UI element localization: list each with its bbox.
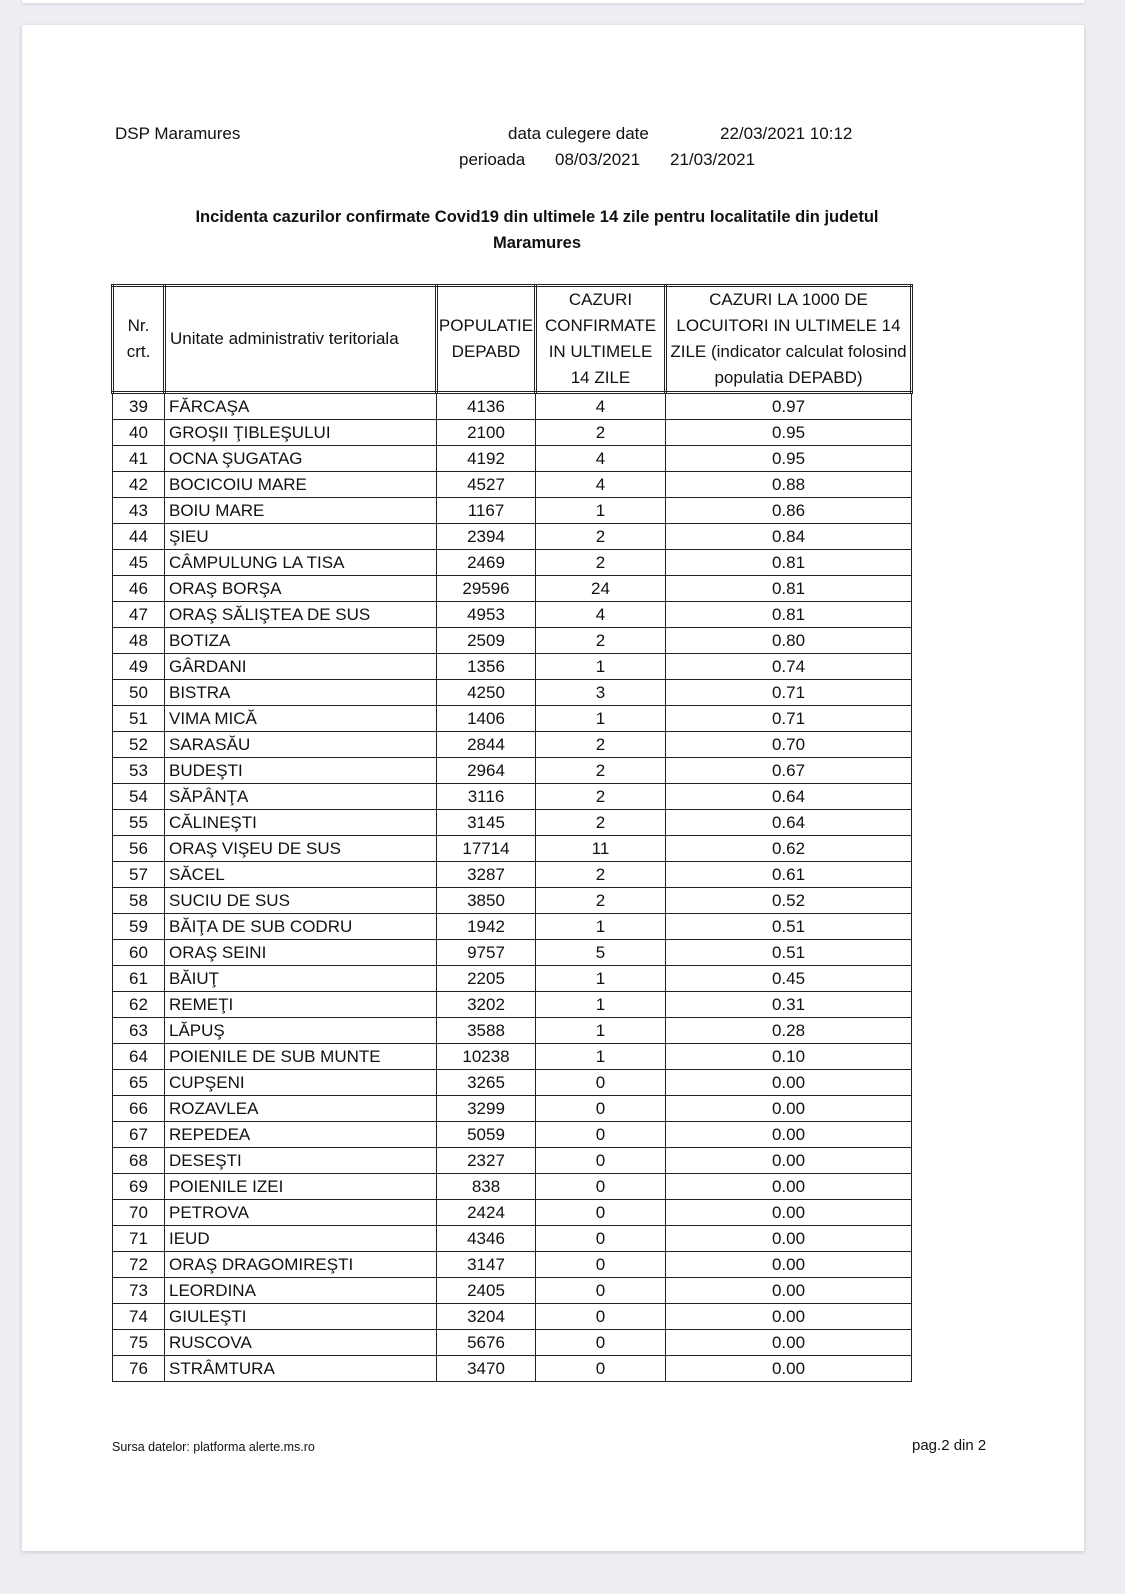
row-number: 56 <box>113 836 165 862</box>
population: 2205 <box>437 966 536 992</box>
population: 4136 <box>437 393 536 420</box>
confirmed-cases: 4 <box>536 393 666 420</box>
unit-name: BOIU MARE <box>165 498 437 524</box>
unit-name: OCNA ŞUGATAG <box>165 446 437 472</box>
table-row <box>113 680 912 706</box>
population: 2469 <box>437 550 536 576</box>
confirmed-cases: 1 <box>536 498 666 524</box>
rate-per-1000: 0.70 <box>666 732 912 758</box>
confirmed-cases: 3 <box>536 680 666 706</box>
population: 3588 <box>437 1018 536 1044</box>
rate-per-1000: 0.00 <box>666 1252 912 1278</box>
population: 2405 <box>437 1278 536 1304</box>
confirmed-cases: 4 <box>536 602 666 628</box>
row-number: 54 <box>113 784 165 810</box>
unit-name: BĂIUŢ <box>165 966 437 992</box>
confirmed-cases: 2 <box>536 550 666 576</box>
rate-per-1000: 0.67 <box>666 758 912 784</box>
row-number: 50 <box>113 680 165 706</box>
population: 3265 <box>437 1070 536 1096</box>
confirmed-cases: 0 <box>536 1148 666 1174</box>
table-row <box>113 628 912 654</box>
rate-per-1000: 0.95 <box>666 446 912 472</box>
table-row <box>113 810 912 836</box>
confirmed-cases: 2 <box>536 758 666 784</box>
population: 838 <box>437 1174 536 1200</box>
rate-per-1000: 0.95 <box>666 420 912 446</box>
population: 3204 <box>437 1304 536 1330</box>
row-number: 53 <box>113 758 165 784</box>
rate-per-1000: 0.64 <box>666 810 912 836</box>
table-row <box>113 446 912 472</box>
confirmed-cases: 2 <box>536 888 666 914</box>
unit-name: BUDEŞTI <box>165 758 437 784</box>
rate-per-1000: 0.28 <box>666 1018 912 1044</box>
population: 3299 <box>437 1096 536 1122</box>
rate-per-1000: 0.62 <box>666 836 912 862</box>
unit-name: SĂPÂNŢA <box>165 784 437 810</box>
row-number: 45 <box>113 550 165 576</box>
unit-name: ORAŞ SEINI <box>165 940 437 966</box>
confirmed-cases: 0 <box>536 1200 666 1226</box>
row-number: 58 <box>113 888 165 914</box>
period-end: 21/03/2021 <box>670 150 756 169</box>
rate-per-1000: 0.64 <box>666 784 912 810</box>
population: 2964 <box>437 758 536 784</box>
rate-per-1000: 0.81 <box>666 576 912 602</box>
confirmed-cases: 0 <box>536 1278 666 1304</box>
table-row <box>113 836 912 862</box>
population: 3145 <box>437 810 536 836</box>
confirmed-cases: 0 <box>536 1304 666 1330</box>
unit-name: ŞIEU <box>165 524 437 550</box>
confirmed-cases: 2 <box>536 420 666 446</box>
previous-page-edge <box>22 0 1084 3</box>
population: 4250 <box>437 680 536 706</box>
unit-name: REPEDEA <box>165 1122 437 1148</box>
table-row <box>113 576 912 602</box>
unit-name: ORAŞ DRAGOMIREŞTI <box>165 1252 437 1278</box>
rate-per-1000: 0.45 <box>666 966 912 992</box>
row-number: 47 <box>113 602 165 628</box>
table-row <box>113 1200 912 1226</box>
row-number: 73 <box>113 1278 165 1304</box>
unit-name: GROŞII ŢIBLEŞULUI <box>165 420 437 446</box>
population: 4527 <box>437 472 536 498</box>
col-header-nr: Nr. crt. <box>113 286 165 393</box>
unit-name: SARASĂU <box>165 732 437 758</box>
table-row <box>113 1070 912 1096</box>
col-header-population: POPULATIE DEPABD <box>437 286 536 393</box>
unit-name: ORAŞ BORŞA <box>165 576 437 602</box>
page-number: pag.2 din 2 <box>912 1437 987 1454</box>
table-row <box>113 1226 912 1252</box>
table-row <box>113 706 912 732</box>
rate-per-1000: 0.81 <box>666 550 912 576</box>
rate-per-1000: 0.74 <box>666 654 912 680</box>
unit-name: BISTRA <box>165 680 437 706</box>
table-row <box>113 1096 912 1122</box>
table-row <box>113 966 912 992</box>
table-row <box>113 524 912 550</box>
row-number: 57 <box>113 862 165 888</box>
row-number: 75 <box>113 1330 165 1356</box>
row-number: 51 <box>113 706 165 732</box>
collection-date-value: 22/03/2021 10:12 <box>720 124 853 143</box>
rate-per-1000: 0.00 <box>666 1356 912 1382</box>
data-source-note: Sursa datelor: platforma alerte.ms.ro <box>112 1440 315 1454</box>
population: 1356 <box>437 654 536 680</box>
col-header-unit: Unitate administrativ teritoriala <box>165 286 437 393</box>
population: 3287 <box>437 862 536 888</box>
incidence-table <box>111 284 913 1382</box>
row-number: 67 <box>113 1122 165 1148</box>
table-row <box>113 1252 912 1278</box>
population: 5676 <box>437 1330 536 1356</box>
population: 3850 <box>437 888 536 914</box>
row-number: 69 <box>113 1174 165 1200</box>
unit-name: SĂCEL <box>165 862 437 888</box>
rate-per-1000: 0.86 <box>666 498 912 524</box>
title-line-2: Maramures <box>492 234 582 252</box>
table-row <box>113 1304 912 1330</box>
row-number: 52 <box>113 732 165 758</box>
row-number: 76 <box>113 1356 165 1382</box>
rate-per-1000: 0.81 <box>666 602 912 628</box>
unit-name: FĂRCAŞA <box>165 393 437 420</box>
population: 9757 <box>437 940 536 966</box>
population: 2327 <box>437 1148 536 1174</box>
unit-name: SUCIU DE SUS <box>165 888 437 914</box>
confirmed-cases: 1 <box>536 1044 666 1070</box>
confirmed-cases: 2 <box>536 810 666 836</box>
row-number: 49 <box>113 654 165 680</box>
population: 3116 <box>437 784 536 810</box>
population: 1942 <box>437 914 536 940</box>
rate-per-1000: 0.51 <box>666 940 912 966</box>
table-row <box>113 1174 912 1200</box>
document-title <box>122 204 952 256</box>
confirmed-cases: 0 <box>536 1226 666 1252</box>
rate-per-1000: 0.00 <box>666 1174 912 1200</box>
rate-per-1000: 0.00 <box>666 1148 912 1174</box>
row-number: 39 <box>113 393 165 420</box>
confirmed-cases: 1 <box>536 914 666 940</box>
rate-per-1000: 0.51 <box>666 914 912 940</box>
organization-name: DSP Maramures <box>115 124 241 143</box>
table-row <box>113 498 912 524</box>
table-row <box>113 1330 912 1356</box>
table-row <box>113 914 912 940</box>
table-header-row <box>113 286 912 393</box>
confirmed-cases: 0 <box>536 1174 666 1200</box>
rate-per-1000: 0.00 <box>666 1304 912 1330</box>
confirmed-cases: 2 <box>536 524 666 550</box>
confirmed-cases: 1 <box>536 654 666 680</box>
rate-per-1000: 0.00 <box>666 1200 912 1226</box>
row-number: 40 <box>113 420 165 446</box>
unit-name: POIENILE IZEI <box>165 1174 437 1200</box>
population: 3202 <box>437 992 536 1018</box>
population: 4346 <box>437 1226 536 1252</box>
confirmed-cases: 11 <box>536 836 666 862</box>
rate-per-1000: 0.80 <box>666 628 912 654</box>
table-row <box>113 1122 912 1148</box>
row-number: 74 <box>113 1304 165 1330</box>
table-row <box>113 992 912 1018</box>
confirmed-cases: 1 <box>536 706 666 732</box>
unit-name: STRÂMTURA <box>165 1356 437 1382</box>
confirmed-cases: 0 <box>536 1252 666 1278</box>
table-row <box>113 784 912 810</box>
col-header-rate: CAZURI LA 1000 DE LOCUITORI IN ULTIMELE 14 ZILE (indicator calculat folosind populatia DEPABD) <box>666 286 912 393</box>
confirmed-cases: 0 <box>536 1356 666 1382</box>
table-row <box>113 758 912 784</box>
document-page <box>22 25 1084 1551</box>
unit-name: ORAŞ VIŞEU DE SUS <box>165 836 437 862</box>
rate-per-1000: 0.71 <box>666 680 912 706</box>
table-row <box>113 1148 912 1174</box>
unit-name: CĂLINEŞTI <box>165 810 437 836</box>
population: 2509 <box>437 628 536 654</box>
confirmed-cases: 5 <box>536 940 666 966</box>
unit-name: ROZAVLEA <box>165 1096 437 1122</box>
row-number: 55 <box>113 810 165 836</box>
unit-name: DESEŞTI <box>165 1148 437 1174</box>
population: 2424 <box>437 1200 536 1226</box>
table-row <box>113 732 912 758</box>
confirmed-cases: 2 <box>536 862 666 888</box>
table-row <box>113 602 912 628</box>
unit-name: GIULEŞTI <box>165 1304 437 1330</box>
confirmed-cases: 2 <box>536 628 666 654</box>
unit-name: BOTIZA <box>165 628 437 654</box>
population: 2394 <box>437 524 536 550</box>
collection-date-label: data culegere date <box>508 124 649 143</box>
table-row <box>113 393 912 420</box>
period-label: perioada <box>459 150 526 169</box>
unit-name: PETROVA <box>165 1200 437 1226</box>
row-number: 68 <box>113 1148 165 1174</box>
unit-name: VIMA MICĂ <box>165 706 437 732</box>
unit-name: ORAŞ SĂLIŞTEA DE SUS <box>165 602 437 628</box>
population: 3147 <box>437 1252 536 1278</box>
confirmed-cases: 2 <box>536 732 666 758</box>
unit-name: CUPŞENI <box>165 1070 437 1096</box>
population: 4192 <box>437 446 536 472</box>
row-number: 70 <box>113 1200 165 1226</box>
row-number: 63 <box>113 1018 165 1044</box>
confirmed-cases: 0 <box>536 1096 666 1122</box>
confirmed-cases: 0 <box>536 1330 666 1356</box>
population: 5059 <box>437 1122 536 1148</box>
row-number: 44 <box>113 524 165 550</box>
unit-name: BOCICOIU MARE <box>165 472 437 498</box>
col-header-cases: CAZURI CONFIRMATE IN ULTIMELE 14 ZILE <box>536 286 666 393</box>
confirmed-cases: 1 <box>536 1018 666 1044</box>
period-start: 08/03/2021 <box>555 150 641 169</box>
population: 17714 <box>437 836 536 862</box>
table-row <box>113 654 912 680</box>
table-row <box>113 472 912 498</box>
unit-name: REMEŢI <box>165 992 437 1018</box>
rate-per-1000: 0.31 <box>666 992 912 1018</box>
rate-per-1000: 0.84 <box>666 524 912 550</box>
table-row <box>113 1356 912 1382</box>
row-number: 71 <box>113 1226 165 1252</box>
row-number: 64 <box>113 1044 165 1070</box>
population: 2844 <box>437 732 536 758</box>
rate-per-1000: 0.97 <box>666 393 912 420</box>
rate-per-1000: 0.00 <box>666 1096 912 1122</box>
confirmed-cases: 2 <box>536 784 666 810</box>
row-number: 62 <box>113 992 165 1018</box>
population: 29596 <box>437 576 536 602</box>
rate-per-1000: 0.00 <box>666 1070 912 1096</box>
title-line-1: Incidenta cazurilor confirmate Covid19 din ultimele 14 zile pentru localitatile din judetul <box>195 208 879 226</box>
confirmed-cases: 4 <box>536 472 666 498</box>
population: 10238 <box>437 1044 536 1070</box>
rate-per-1000: 0.00 <box>666 1278 912 1304</box>
unit-name: RUSCOVA <box>165 1330 437 1356</box>
rate-per-1000: 0.00 <box>666 1122 912 1148</box>
confirmed-cases: 0 <box>536 1070 666 1096</box>
unit-name: LEORDINA <box>165 1278 437 1304</box>
rate-per-1000: 0.00 <box>666 1226 912 1252</box>
row-number: 43 <box>113 498 165 524</box>
table-row <box>113 940 912 966</box>
row-number: 59 <box>113 914 165 940</box>
unit-name: LĂPUŞ <box>165 1018 437 1044</box>
table-row <box>113 1278 912 1304</box>
row-number: 60 <box>113 940 165 966</box>
table-row <box>113 1018 912 1044</box>
unit-name: IEUD <box>165 1226 437 1252</box>
table-row <box>113 888 912 914</box>
table-row <box>113 550 912 576</box>
rate-per-1000: 0.52 <box>666 888 912 914</box>
table-row <box>113 862 912 888</box>
population: 3470 <box>437 1356 536 1382</box>
confirmed-cases: 4 <box>536 446 666 472</box>
table-row <box>113 420 912 446</box>
rate-per-1000: 0.00 <box>666 1330 912 1356</box>
unit-name: POIENILE DE SUB MUNTE <box>165 1044 437 1070</box>
unit-name: BĂIŢA DE SUB CODRU <box>165 914 437 940</box>
unit-name: GÂRDANI <box>165 654 437 680</box>
table-row <box>113 1044 912 1070</box>
confirmed-cases: 0 <box>536 1122 666 1148</box>
population: 1167 <box>437 498 536 524</box>
rate-per-1000: 0.71 <box>666 706 912 732</box>
row-number: 66 <box>113 1096 165 1122</box>
row-number: 61 <box>113 966 165 992</box>
population: 1406 <box>437 706 536 732</box>
row-number: 46 <box>113 576 165 602</box>
row-number: 41 <box>113 446 165 472</box>
population: 4953 <box>437 602 536 628</box>
unit-name: CÂMPULUNG LA TISA <box>165 550 437 576</box>
confirmed-cases: 1 <box>536 966 666 992</box>
rate-per-1000: 0.10 <box>666 1044 912 1070</box>
confirmed-cases: 24 <box>536 576 666 602</box>
row-number: 48 <box>113 628 165 654</box>
confirmed-cases: 1 <box>536 992 666 1018</box>
population: 2100 <box>437 420 536 446</box>
rate-per-1000: 0.88 <box>666 472 912 498</box>
row-number: 65 <box>113 1070 165 1096</box>
row-number: 42 <box>113 472 165 498</box>
rate-per-1000: 0.61 <box>666 862 912 888</box>
row-number: 72 <box>113 1252 165 1278</box>
